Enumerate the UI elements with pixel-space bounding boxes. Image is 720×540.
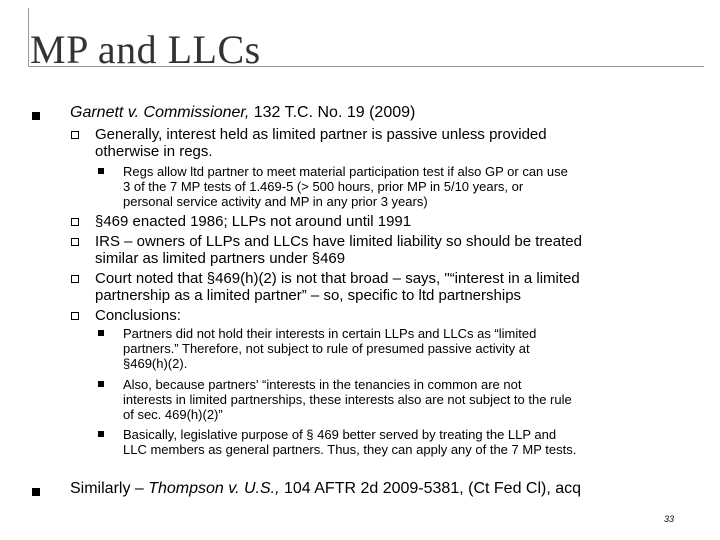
case-name: Thompson v. U.S., <box>148 480 280 497</box>
text-line: partners.” Therefore, not subject to rule of presumed passive activity at <box>123 341 530 356</box>
sub-sub-bullet-basically <box>123 427 683 457</box>
bullet-square-icon <box>98 168 104 174</box>
case-name: Garnett v. Commissioner, <box>70 104 250 121</box>
case-cite: 104 AFTR 2d 2009-5381, (Ct Fed Cl), acq <box>279 480 582 497</box>
text-line: Court noted that §469(h)(2) is not that broad – says, "“interest in a limited <box>95 270 580 287</box>
bullet-hollow-square-icon <box>71 238 79 246</box>
sub-sub-bullet-regs <box>123 164 683 209</box>
text-line: IRS – owners of LLPs and LLCs have limited liability so should be treated <box>95 233 582 250</box>
page-number: 33 <box>664 514 675 524</box>
bullet-garnett <box>70 104 415 122</box>
text-line: otherwise in regs. <box>95 143 213 160</box>
text-line: LLC members as general partners. Thus, they can apply any of the 7 MP tests. <box>123 442 577 457</box>
text-line: partnership as a limited partner” – so, specific to ltd partnerships <box>95 287 522 304</box>
sub-bullet-irs <box>95 233 655 267</box>
bullet-square-icon <box>32 488 40 496</box>
text-line: §469(h)(2). <box>123 356 188 371</box>
sub-bullet-generally <box>95 126 655 160</box>
text-line: Basically, legislative purpose of § 469 better served by treating the LLP and <box>123 427 557 442</box>
sub-bullet-conclusions: Conclusions: <box>95 307 181 324</box>
prefix: Similarly – <box>70 480 149 497</box>
sub-sub-bullet-partners <box>123 326 683 371</box>
text-line: personal service activity and MP in any prior 3 years) <box>123 194 428 209</box>
bullet-hollow-square-icon <box>71 131 79 139</box>
bullet-square-icon <box>32 112 40 120</box>
text-line: Partners did not hold their interests in certain LLPs and LLCs as “limited <box>123 326 537 341</box>
text-line: Generally, interest held as limited partner is passive unless provided <box>95 126 547 143</box>
sub-bullet-469-enacted: §469 enacted 1986; LLPs not around until 1991 <box>95 213 412 230</box>
bullet-hollow-square-icon <box>71 275 79 283</box>
bullet-hollow-square-icon <box>71 312 79 320</box>
text-line: interests in limited partnerships, these interests also are not subject to the rule <box>123 392 572 407</box>
case-cite: 132 T.C. No. 19 (2009) <box>249 104 416 121</box>
text-line: Also, because partners' “interests in the tenancies in common are not <box>123 377 522 392</box>
text-line: Regs allow ltd partner to meet material participation test if also GP or can use <box>123 164 568 179</box>
bullet-hollow-square-icon <box>71 218 79 226</box>
bullet-square-icon <box>98 330 104 336</box>
text-line: 3 of the 7 MP tests of 1.469-5 (> 500 hours, prior MP in 5/10 years, or <box>123 179 524 194</box>
text-line: of sec. 469(h)(2)” <box>123 407 223 422</box>
text-line: similar as limited partners under §469 <box>95 250 346 267</box>
slide-title: MP and LLCs <box>30 27 261 72</box>
sub-sub-bullet-also <box>123 377 683 422</box>
bullet-square-icon <box>98 381 104 387</box>
bullet-thompson <box>70 480 581 498</box>
bullet-square-icon <box>98 431 104 437</box>
title-frame-left <box>28 8 29 66</box>
sub-bullet-court-noted <box>95 270 655 304</box>
